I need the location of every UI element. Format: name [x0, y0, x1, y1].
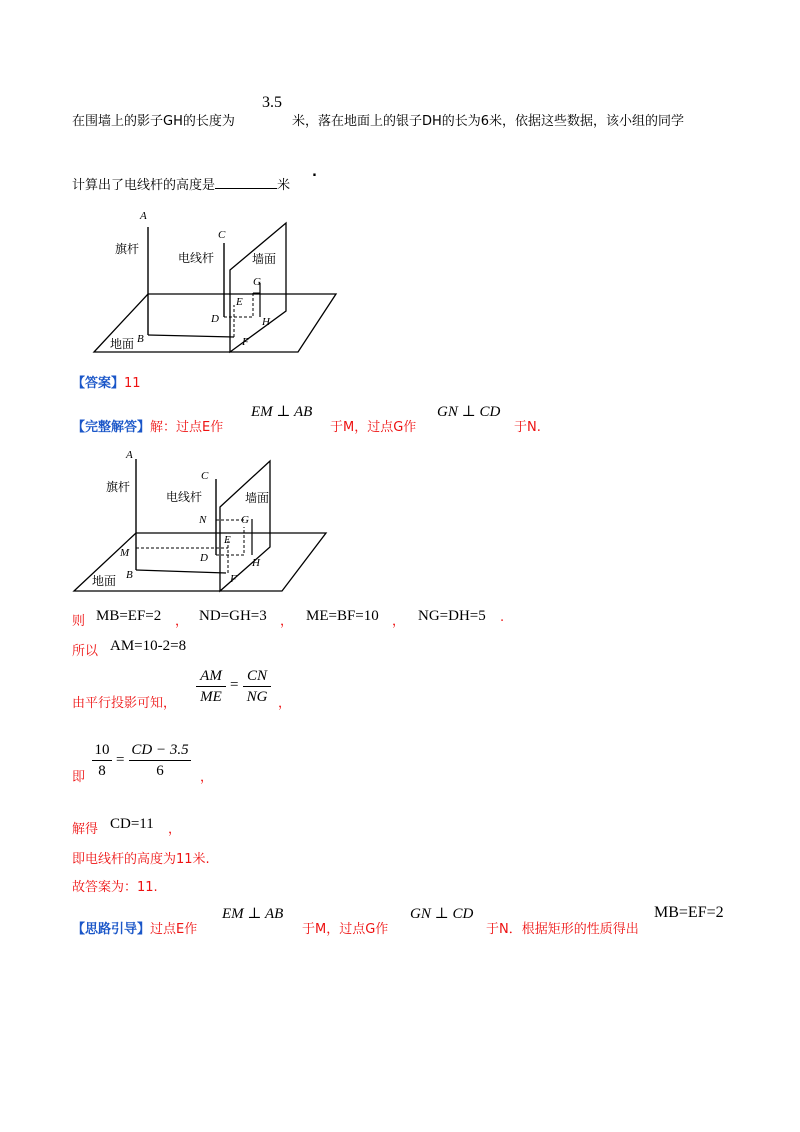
- eq-ng-dh: NG=DH=5: [418, 608, 486, 624]
- shadow-bf: [136, 570, 226, 573]
- equals-2: =: [116, 752, 125, 768]
- hint-tail-eq: MB=EF=2: [654, 904, 724, 921]
- fraction-bar: [196, 686, 226, 687]
- fraction-cn-ng: [243, 667, 271, 706]
- label-M: M: [120, 547, 130, 559]
- solution-line: [72, 416, 223, 435]
- label-H: H: [252, 557, 260, 569]
- ie-label: 即: [72, 770, 86, 785]
- shadow-bf: [148, 335, 234, 337]
- label-A: A: [126, 449, 133, 461]
- label-H: H: [262, 316, 270, 328]
- comma-1: ，: [175, 614, 189, 629]
- label-E: E: [236, 296, 243, 308]
- answer-tag: 【答案】: [72, 376, 125, 391]
- fraction-10-8-denominator: 8: [98, 763, 106, 779]
- step-then-line: [72, 610, 85, 629]
- fraction-bar: [129, 760, 191, 761]
- label-A: A: [140, 210, 147, 222]
- fraction-cd-denominator: 6: [156, 763, 164, 779]
- conclusion-line: 即电线杆的高度为11米.: [72, 852, 210, 867]
- problem-line-2: [72, 174, 290, 193]
- fraction-am-me-denominator: ME: [200, 689, 222, 705]
- hint-intro: 过点E作: [150, 922, 198, 937]
- label-ground: 地面: [110, 337, 135, 351]
- label-B: B: [126, 569, 133, 581]
- problem-line-1: [72, 110, 235, 129]
- problem-line-2-prefix: 计算出了电线杆的高度是: [72, 178, 216, 193]
- so-label: 所以: [72, 644, 99, 659]
- final-answer-line: 故答案为：11.: [72, 880, 158, 895]
- label-G: G: [253, 276, 261, 288]
- label-E: E: [224, 534, 231, 546]
- hint-tag: 【思路引导】: [72, 922, 151, 937]
- eq-nd-gh: ND=GH=3: [199, 608, 267, 624]
- comma-6: ，: [168, 822, 182, 837]
- hint-perp-gn-cd: GN ⊥ CD: [410, 906, 474, 922]
- fraction-bar: [243, 686, 271, 687]
- comma-2: ，: [280, 614, 294, 629]
- solution-intro: 解：过点E作: [150, 420, 224, 435]
- eq-me-bf: ME=BF=10: [306, 608, 379, 624]
- hint-line: [72, 918, 197, 937]
- answer-line: [72, 372, 141, 391]
- fraction-cd-numerator: CD − 3.5: [131, 742, 189, 758]
- problem-line-1-prefix: 在围墙上的影子GH的长度为: [72, 114, 235, 129]
- label-flagpole: 旗杆: [106, 480, 131, 494]
- answer-value: 11: [124, 376, 141, 391]
- eq-mb-ef: MB=EF=2: [96, 608, 162, 624]
- label-F: F: [242, 336, 249, 348]
- comma-4: ，: [278, 696, 292, 711]
- comma-3: ，: [392, 614, 406, 629]
- eq-cd: CD=11: [110, 816, 154, 832]
- solve-label: 解得: [72, 822, 99, 837]
- label-G: G: [241, 514, 249, 526]
- label-D: D: [211, 313, 219, 325]
- solution-end: 于N.: [514, 420, 541, 435]
- label-D: D: [200, 552, 208, 564]
- shadow-length-value: 3.5: [262, 94, 282, 111]
- fraction-bar: [92, 760, 112, 761]
- solution-mid: 于M，过点G作: [330, 420, 417, 435]
- solution-perp-em-ab: EM ⊥ AB: [251, 404, 313, 420]
- label-pole: 电线杆: [178, 251, 215, 265]
- step-then-label: 则: [72, 614, 86, 629]
- hint-mid: 于M，过点G作: [302, 922, 389, 937]
- problem-line-1-suffix: 米，落在地面上的银子DH的长为6米，依据这些数据，该小组的同学: [292, 114, 685, 129]
- hint-perp-em-ab: EM ⊥ AB: [222, 906, 284, 922]
- label-wall: 墙面: [245, 491, 270, 505]
- answer-blank: [215, 176, 277, 189]
- label-flagpole: 旗杆: [115, 242, 140, 256]
- label-B: B: [137, 333, 144, 345]
- fraction-cn-ng-numerator: CN: [246, 668, 267, 684]
- label-wall: 墙面: [252, 252, 277, 266]
- comma-5: ，: [200, 770, 214, 785]
- fraction-10-8-numerator: 10: [94, 742, 110, 758]
- fraction-am-me: [196, 667, 226, 706]
- figure-2-diagram: [70, 445, 340, 595]
- solution-perp-gn-cd: GN ⊥ CD: [437, 404, 501, 420]
- hint-end: 于N．根据矩形的性质得出: [486, 922, 639, 937]
- fraction-am-me-numerator: AM: [200, 668, 222, 684]
- label-C: C: [201, 470, 209, 482]
- eq-am: AM=10-2=8: [110, 638, 187, 654]
- solution-tag: 【完整解答】: [72, 420, 151, 435]
- problem-line-2-suffix: 米: [277, 178, 291, 193]
- fraction-cd: [129, 741, 191, 780]
- label-F: F: [230, 573, 237, 585]
- problem-line-2-dot: .: [312, 165, 317, 180]
- label-C: C: [218, 229, 226, 241]
- period-1: .: [500, 610, 505, 625]
- projection-label: 由平行投影可知，: [72, 696, 177, 711]
- fraction-cn-ng-denominator: NG: [246, 689, 268, 705]
- label-ground: 地面: [92, 574, 117, 588]
- label-N: N: [199, 514, 207, 526]
- figure-1-diagram: [90, 205, 350, 355]
- equals-1: =: [230, 677, 239, 693]
- fraction-10-8: [92, 741, 112, 780]
- label-pole: 电线杆: [166, 490, 203, 504]
